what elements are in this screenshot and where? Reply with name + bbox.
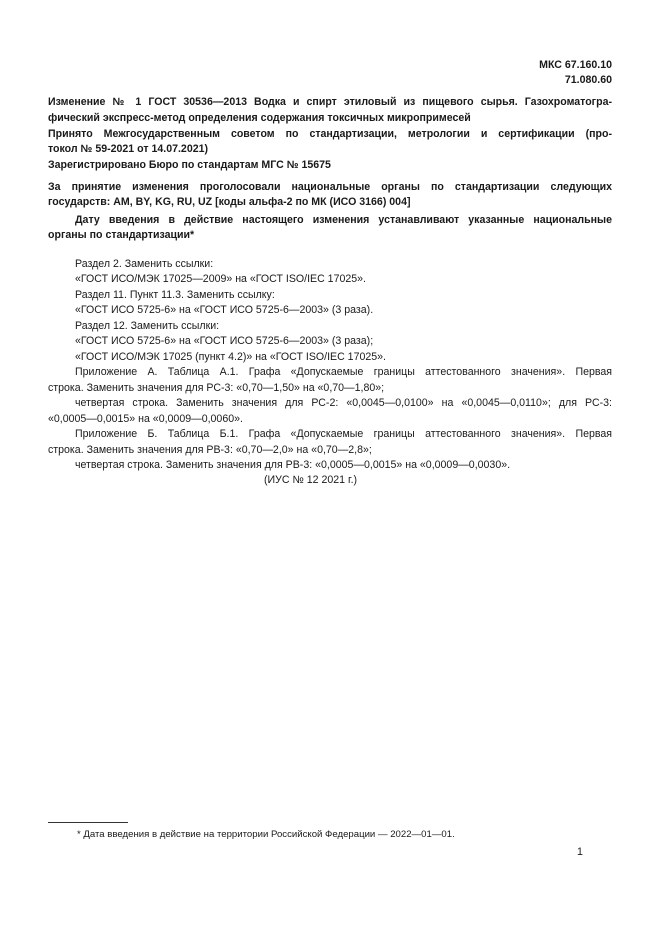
footnote: * Дата введения в действие на территории Российской Федерации — 2022—01—01. — [77, 829, 455, 840]
adopted-line-2: токол № 59-2021 от 14.07.2021) — [48, 143, 209, 155]
mks-code-1: МКС 67.160.10 — [539, 59, 612, 71]
voted-line-2: государств: AM, BY, KG, RU, UZ [коды альфа-2 по МК (ИСО 3166) 004] — [48, 196, 411, 208]
effective-line-1: Дату введения в действие настоящего изменения устанавливают указанные национальные — [75, 214, 612, 226]
body-line: Раздел 11. Пункт 11.3. Заменить ссылку: — [75, 289, 275, 301]
body-line: «ГОСТ ИСО 5725-6» на «ГОСТ ИСО 5725-6—2003» (3 раза); — [75, 335, 374, 347]
adopted-line-1: Принято Межгосударственным советом по стандартизации, метрологии и сертификации (про- — [48, 128, 612, 140]
body-line: «ГОСТ ИСО/МЭК 17025 (пункт 4.2)» на «ГОСТ ISO/IEC 17025». — [75, 351, 386, 363]
body-line: «0,0005—0,0015» на «0,0009—0,0060». — [48, 413, 243, 425]
title-line-2: фический экспресс-метод определения содержания токсичных микропримесей — [48, 112, 471, 124]
mks-code-2: 71.080.60 — [564, 74, 612, 86]
body-line: строка. Заменить значения для РС-3: «0,70—1,50» на «0,70—1,80»; — [48, 382, 385, 394]
body-line: Приложение Б. Таблица Б.1. Графа «Допускаемые границы аттестованного значения». Первая — [75, 428, 612, 440]
registered: Зарегистрировано Бюро по стандартам МГС № 15675 — [48, 159, 331, 171]
body-line: четвертая строка. Заменить значения для РВ-3: «0,0005—0,0015» на «0,0009—0,0030». — [75, 459, 511, 471]
body-line: четвертая строка. Заменить значения для РС-2: «0,0045—0,0100» на «0,0045—0,0110»; для РС-3: — [75, 397, 612, 409]
body-line: Раздел 12. Заменить ссылки: — [75, 320, 220, 332]
body-line: строка. Заменить значения для РВ-3: «0,70—2,0» на «0,70—2,8»; — [48, 444, 372, 456]
body-line: «ГОСТ ИСО 5725-6» на «ГОСТ ИСО 5725-6—2003» (3 раза). — [75, 304, 374, 316]
body-line: Раздел 2. Заменить ссылки: — [75, 258, 214, 270]
footnote-divider — [48, 822, 128, 823]
page-number: 1 — [577, 846, 583, 858]
body-line: Приложение А. Таблица А.1. Графа «Допускаемые границы аттестованного значения». Первая — [75, 366, 612, 378]
title-line-1: Изменение № 1 ГОСТ 30536—2013 Водка и спирт этиловый из пищевого сырья. Газохроматогра- — [48, 96, 612, 108]
effective-line-2: органы по стандартизации* — [48, 229, 195, 241]
voted-line-1: За принятие изменения проголосовали национальные органы по стандартизации следующих — [48, 181, 612, 193]
body-line: «ГОСТ ИСО/МЭК 17025—2009» на «ГОСТ ISO/IEC 17025». — [75, 273, 366, 285]
source-reference: (ИУС № 12 2021 г.) — [264, 474, 358, 486]
